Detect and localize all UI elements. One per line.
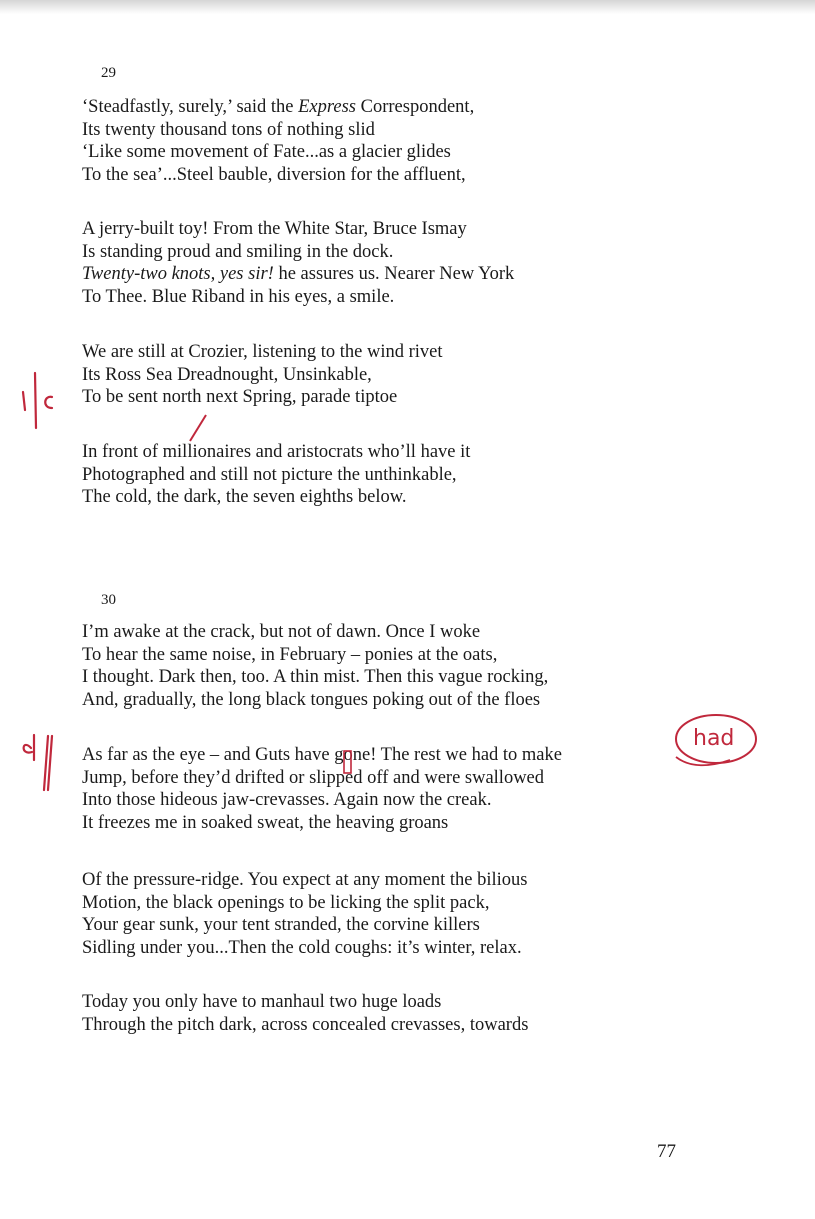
page-number: 77 — [657, 1141, 676, 1162]
poem-line: ‘Like some movement of Fate...as a glacier glides — [82, 142, 451, 162]
poem-line: I thought. Dark then, too. A thin mist. Then this vague rocking, — [82, 667, 549, 687]
poem-line: Through the pitch dark, across concealed crevasses, towards — [82, 1014, 529, 1035]
insertion-caret — [676, 757, 730, 765]
poem-line: The cold, the dark, the seven eighths below. — [82, 487, 407, 507]
poem-line: Your gear sunk, your tent stranded, the corvine killers — [82, 915, 480, 935]
poem-line: Jump, before they’d drifted or slipped off and were swallowed — [82, 767, 545, 788]
poem-line: As far as the eye – and Guts have gone! The rest we had to make — [82, 745, 562, 765]
stanza — [82, 621, 548, 711]
poem-line: Today you only have to manhaul two huge loads — [82, 992, 442, 1012]
stanza — [82, 991, 528, 1036]
poem-line: Photographed and still not picture the unthinkable, — [82, 464, 457, 485]
poem-line: A jerry-built toy! From the White Star, Bruce Ismay — [82, 219, 467, 239]
section-number-30: 30 — [101, 592, 116, 608]
poem-line: I’m awake at the crack, but not of dawn. Once I woke — [82, 622, 481, 642]
poem-line: Sidling under you...Then the cold coughs: it’s winter, relax. — [82, 937, 522, 958]
strike-slash — [190, 415, 206, 441]
poem-line: Into those hideous jaw-crevasses. Again now the creak. — [82, 790, 492, 810]
poem-line: To hear the same noise, in February – ponies at the oats, — [82, 644, 498, 665]
poem-line: To the sea’...Steel bauble, diversion for the affluent, — [82, 164, 466, 185]
poem-line: In front of millionaires and aristocrats who’ll have it — [82, 442, 471, 462]
section-number-29: 29 — [101, 65, 116, 81]
poem-line: Of the pressure-ridge. You expect at any moment the bilious — [82, 870, 528, 890]
poem-line: And, gradually, the long black tongues poking out of the floes — [82, 689, 541, 710]
poem-line: Its twenty thousand tons of nothing slid — [82, 119, 375, 140]
poem-line: Motion, the black openings to be licking the split pack, — [82, 892, 490, 913]
poem-line: ‘Steadfastly, surely,’ said the Express Correspondent, — [82, 97, 475, 117]
poem-line: Is standing proud and smiling in the dock. — [82, 241, 394, 262]
stanza — [82, 441, 470, 509]
stanza — [82, 96, 474, 186]
stanza — [82, 218, 514, 308]
stanza — [82, 869, 527, 959]
delete-mark — [24, 735, 52, 790]
stanza — [82, 744, 562, 834]
poem-line: To Thee. Blue Riband in his eyes, a smile. — [82, 286, 395, 307]
page-top-shadow — [0, 0, 815, 14]
poem-line: To be sent north next Spring, parade tiptoe — [82, 387, 398, 407]
poem-line: We are still at Crozier, listening to the wind rivet — [82, 342, 443, 362]
lowercase-mark — [23, 373, 52, 428]
poem-line: It freezes me in soaked sweat, the heaving groans — [82, 812, 449, 833]
poem-line: Twenty-two knots, yes sir! he assures us. Nearer New York — [82, 264, 515, 284]
insertion-word: had — [693, 726, 735, 751]
poem-line: Its Ross Sea Dreadnought, Unsinkable, — [82, 364, 372, 385]
stanza — [82, 341, 442, 409]
